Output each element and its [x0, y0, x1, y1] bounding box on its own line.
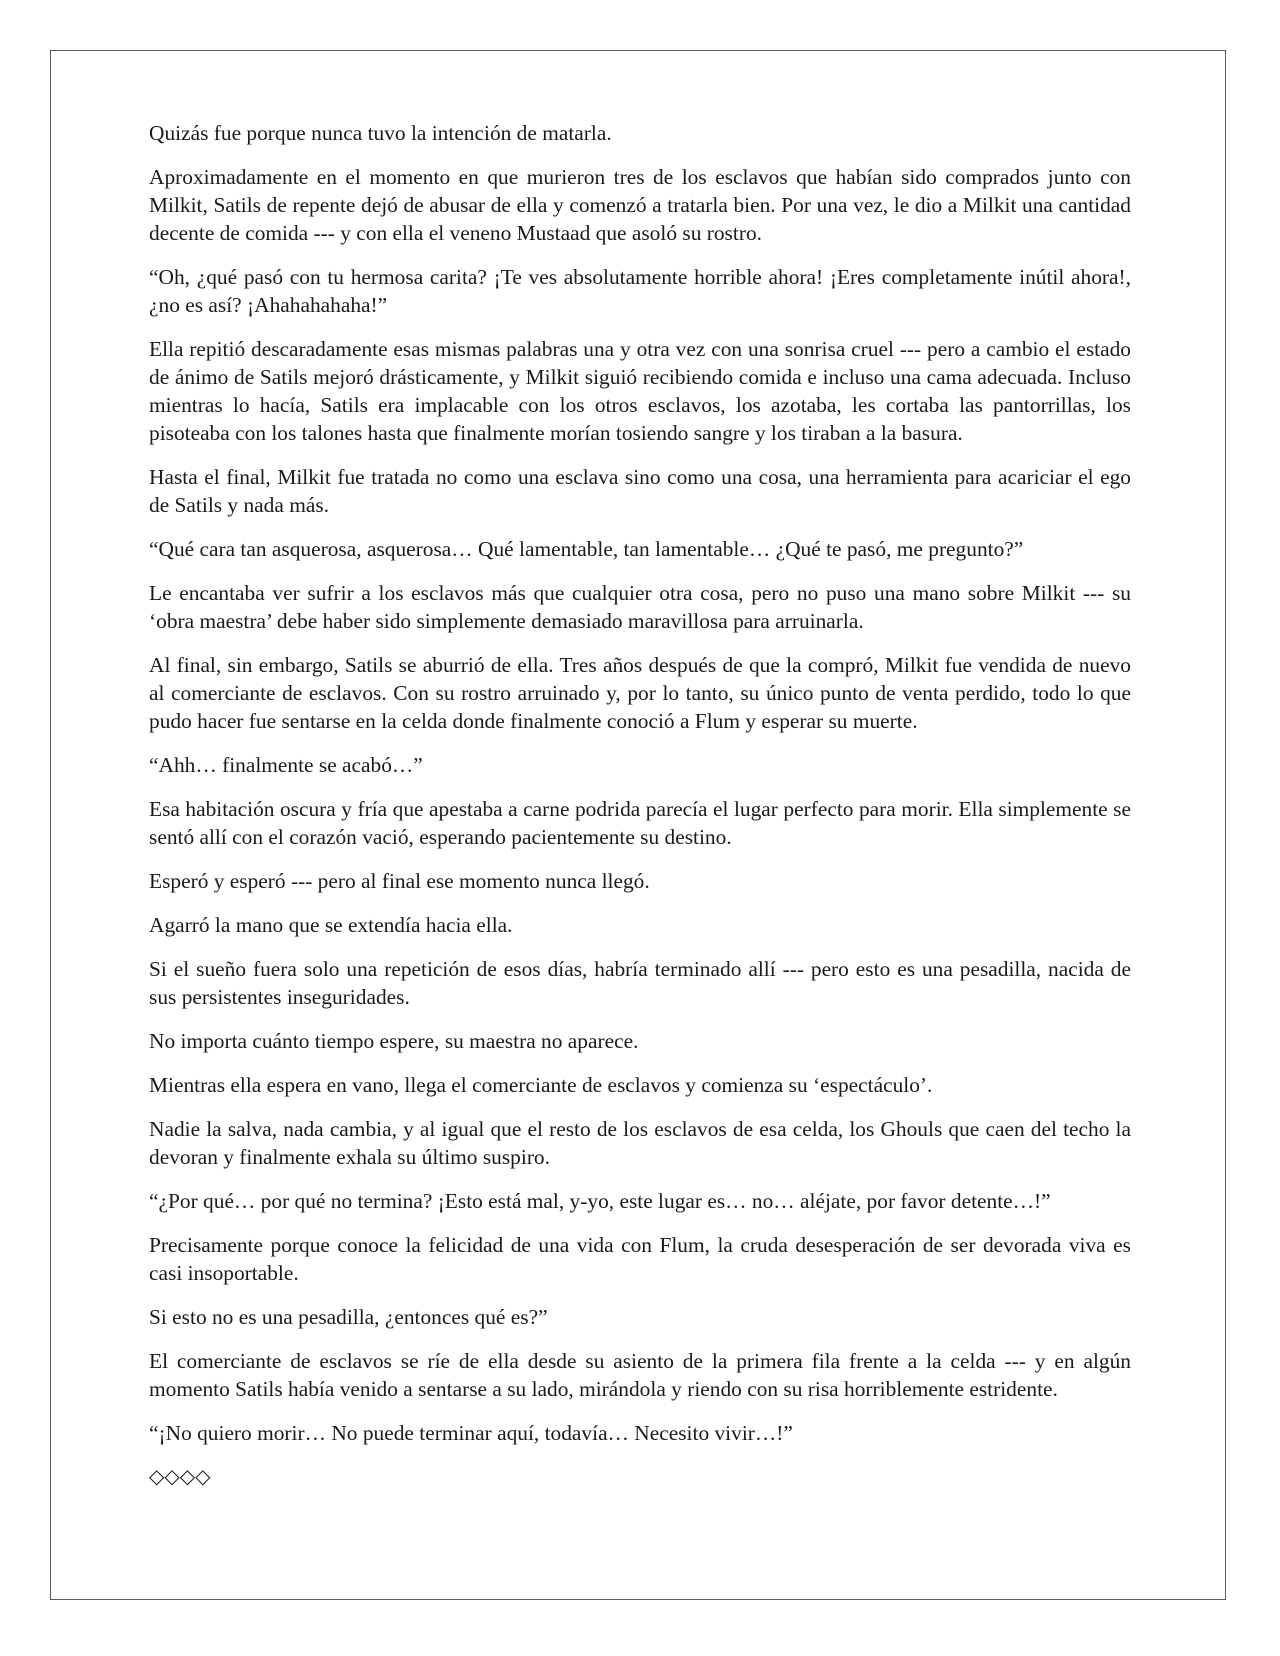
paragraph-8: Al final, sin embargo, Satils se aburrió de ella. Tres años después de que la compró, Milkit fue vendida de nuevo al comerciante de esclavos. Con su rostro arruinado y, por lo tanto, su único punto de venta perdido, todo lo que pudo hacer fue sentarse en la celda donde finalmente conoció a Flum y esperar su muerte. [149, 653, 1131, 733]
paragraph-4: Ella repitió descaradamente esas mismas palabras una y otra vez con una sonrisa cruel --- pero a cambio el estado de ánimo de Satils mejoró drásticamente, y Milkit siguió recibiendo comida e incluso una cama adecuada. Incluso mientras lo hacía, Satils era implacable con los otros esclavos, los azotaba, les cortaba las pantorrillas, los pisoteaba con los talones hasta que finalmente morían tosiendo sangre y los tiraban a la basura. [149, 337, 1131, 445]
document-body [149, 119, 1131, 1491]
section-separator: ◇◇◇◇ [149, 1466, 211, 1488]
paragraph-17: “¿Por qué… por qué no termina? ¡Esto está mal, y-yo, este lugar es… no… aléjate, por favor detente…!” [149, 1189, 1051, 1213]
paragraph-9: “Ahh… finalmente se acabó…” [149, 753, 423, 777]
paragraph-19: Si esto no es una pesadilla, ¿entonces qué es?” [149, 1305, 548, 1329]
paragraph-15: Mientras ella espera en vano, llega el comerciante de esclavos y comienza su ‘espectáculo’. [149, 1073, 933, 1097]
paragraph-2: Aproximadamente en el momento en que murieron tres de los esclavos que habían sido comprados junto con Milkit, Satils de repente dejó de abusar de ella y comenzó a tratarla bien. Por una vez, le dio a Milkit una cantidad decente de comida --- y con ella el veneno Mustaad que asoló su rostro. [149, 165, 1131, 245]
paragraph-14: No importa cuánto tiempo espere, su maestra no aparece. [149, 1029, 639, 1053]
paragraph-6: “Qué cara tan asquerosa, asquerosa… Qué lamentable, tan lamentable… ¿Qué te pasó, me pregunto?” [149, 537, 1024, 561]
paragraph-1: Quizás fue porque nunca tuvo la intención de matarla. [149, 121, 612, 145]
paragraph-7: Le encantaba ver sufrir a los esclavos más que cualquier otra cosa, pero no puso una mano sobre Milkit --- su ‘obra maestra’ debe haber sido simplemente demasiado maravillosa para arruinarla. [149, 581, 1131, 633]
paragraph-21: “¡No quiero morir… No puede terminar aquí, todavía… Necesito vivir…!” [149, 1421, 793, 1445]
paragraph-5: Hasta el final, Milkit fue tratada no como una esclava sino como una cosa, una herramienta para acariciar el ego de Satils y nada más. [149, 465, 1131, 517]
paragraph-20: El comerciante de esclavos se ríe de ella desde su asiento de la primera fila frente a la celda --- y en algún momento Satils había venido a sentarse a su lado, mirándola y riendo con su risa horriblemente estridente. [149, 1349, 1131, 1401]
paragraph-16: Nadie la salva, nada cambia, y al igual que el resto de los esclavos de esa celda, los Ghouls que caen del techo la devoran y finalmente exhala su último suspiro. [149, 1117, 1131, 1169]
paragraph-3: “Oh, ¿qué pasó con tu hermosa carita? ¡Te ves absolutamente horrible ahora! ¡Eres completamente inútil ahora!, ¿no es así? ¡Ahahahahaha!” [149, 265, 1131, 317]
paragraph-10: Esa habitación oscura y fría que apestaba a carne podrida parecía el lugar perfecto para morir. Ella simplemente se sentó allí con el corazón vació, esperando pacientemente su destino. [149, 797, 1131, 849]
paragraph-13: Si el sueño fuera solo una repetición de esos días, habría terminado allí --- pero esto es una pesadilla, nacida de sus persistentes inseguridades. [149, 957, 1131, 1009]
paragraph-12: Agarró la mano que se extendía hacia ella. [149, 913, 513, 937]
paragraph-18: Precisamente porque conoce la felicidad de una vida con Flum, la cruda desesperación de ser devorada viva es casi insoportable. [149, 1233, 1131, 1285]
paragraph-11: Esperó y esperó --- pero al final ese momento nunca llegó. [149, 869, 650, 893]
